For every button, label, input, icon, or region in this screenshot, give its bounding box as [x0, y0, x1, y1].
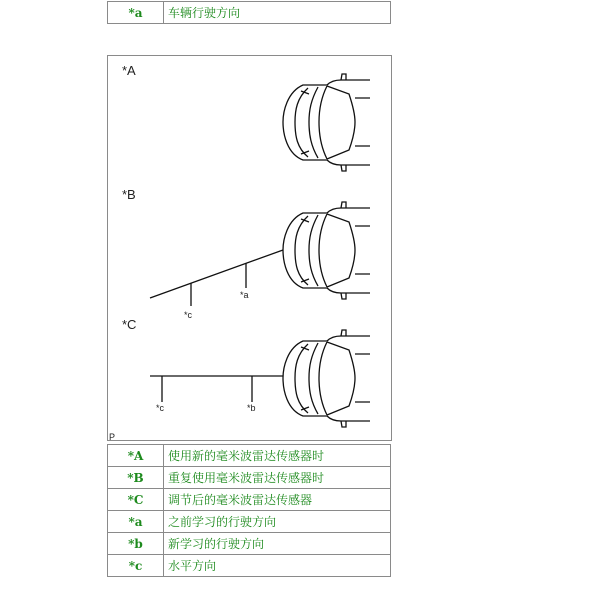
- table-row: [108, 467, 391, 489]
- table-row: [108, 511, 391, 533]
- previous-direction-line: [150, 250, 283, 298]
- table-row: [108, 533, 391, 555]
- legend-key: *a: [108, 511, 164, 533]
- legend-description: 使用新的毫米波雷达传感器时: [164, 445, 391, 467]
- table-row: [108, 445, 391, 467]
- figure-code: P: [109, 432, 116, 442]
- panel-label-c: *C: [122, 317, 137, 332]
- legend-description: 车辆行驶方向: [164, 2, 391, 24]
- table-row: [108, 489, 391, 511]
- legend-key: *B: [108, 467, 164, 489]
- vehicle-top-view-a: [283, 74, 370, 171]
- panel-label-b: *B: [122, 187, 136, 202]
- top-legend-table: [107, 1, 391, 24]
- legend-key: *a: [108, 2, 164, 24]
- legend-description: 之前学习的行驶方向: [164, 511, 391, 533]
- radar-adjustment-figure: [107, 55, 392, 441]
- callout-a: *a: [240, 290, 249, 300]
- legend-description: 调节后的毫米波雷达传感器: [164, 489, 391, 511]
- legend-key: *C: [108, 489, 164, 511]
- panel-label-a: *A: [122, 63, 136, 78]
- table-row: [108, 555, 391, 577]
- legend-key: *A: [108, 445, 164, 467]
- callout-b: *b: [247, 403, 256, 413]
- legend-key: *b: [108, 533, 164, 555]
- table-row: [108, 2, 391, 24]
- callout-c1: *c: [184, 310, 193, 320]
- vehicle-top-view-c: [283, 330, 370, 427]
- legend-description: 水平方向: [164, 555, 391, 577]
- callout-c2: *c: [156, 403, 165, 413]
- legend-description: 重复使用毫米波雷达传感器时: [164, 467, 391, 489]
- vehicle-top-view-b: [283, 202, 370, 299]
- bottom-legend-table: [107, 444, 391, 577]
- legend-key: *c: [108, 555, 164, 577]
- legend-description: 新学习的行驶方向: [164, 533, 391, 555]
- figure-drawing: [108, 56, 393, 442]
